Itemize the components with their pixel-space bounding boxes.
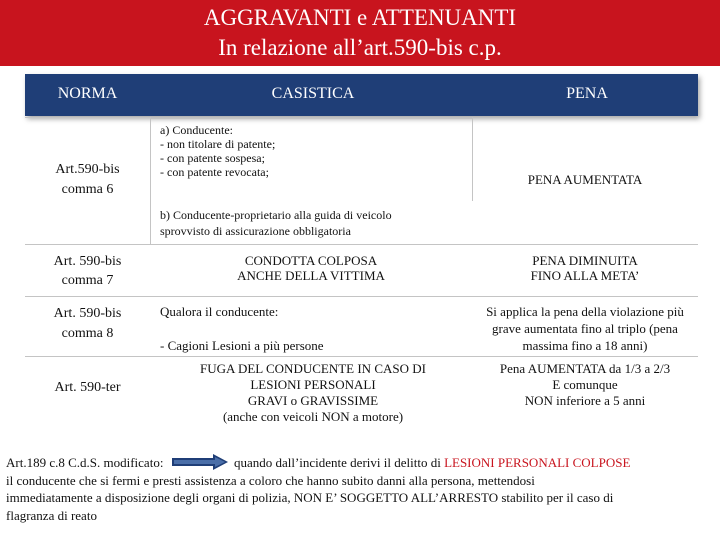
grid-line [25, 244, 698, 245]
footnote-line3: immediatamente a disposizione degli organi di polizia, NON E’ SOGGETTO ALL’ARRESTO stabilito per il caso di [6, 490, 614, 505]
row4-pena-line2: E comunque [552, 377, 618, 392]
table-header [25, 74, 698, 116]
row1-norma-line2: comma 6 [61, 182, 114, 197]
column-header-norma: NORMA [57, 85, 118, 102]
row4-norma: Art. 590-ter [54, 380, 121, 395]
row2-case-line1: CONDOTTA COLPOSA [244, 253, 378, 268]
row1-case-a-item: - con patente revocata; [160, 165, 269, 179]
row2-norma-line1: Art. 590-bis [53, 254, 122, 269]
footnote-line1 [6, 454, 714, 472]
row3-pena-line2: grave aumentata fino al triplo (pena [492, 321, 678, 336]
footnote-line4: flagranza di reato [6, 507, 97, 523]
row1-case-a-item: - non titolare di patente; [160, 137, 276, 151]
grid-line [25, 296, 698, 297]
row2-case [150, 253, 472, 283]
row4-case-line1: FUGA DEL CONDUCENTE IN CASO DI [200, 361, 426, 376]
row4-case-line2: LESIONI PERSONALI [250, 377, 376, 392]
title-line-2: In relazione all’art.590-bis c.p. [218, 35, 502, 60]
row2-pena-line1: PENA DIMINUITA [532, 253, 638, 268]
grid-line [25, 117, 150, 118]
row3-norma-line1: Art. 590-bis [53, 306, 122, 321]
column-header-casistica: CASISTICA [271, 85, 355, 102]
column-header-pena: PENA [566, 85, 608, 102]
title-line-1: AGGRAVANTI e ATTENUANTI [203, 5, 517, 30]
row2-pena-line2: FINO ALLA META’ [530, 268, 640, 283]
title-banner [0, 0, 720, 66]
row2-norma-line2: comma 7 [61, 273, 114, 288]
row3-norma [25, 304, 150, 344]
row4-pena [472, 361, 698, 409]
row4-case-line3: GRAVI o GRAVISSIME [247, 393, 379, 408]
row1-case-b-line1: b) Conducente-proprietario alla guida di veicolo [160, 208, 392, 222]
grid-line [472, 117, 473, 201]
grid-line [150, 117, 151, 244]
row1-norma-line1: Art.590-bis [55, 162, 120, 177]
row3-case-line2: - Cagioni Lesioni a più persone [160, 338, 324, 353]
row4-case [150, 361, 476, 425]
row3-case-line1: Qualora il conducente: [160, 304, 279, 319]
row3-pena [472, 303, 698, 354]
row1-case-b-line2: sprovvisto di assicurazione obbligatoria [160, 224, 351, 238]
footnote-line2: il conducente che si fermi e presti assistenza a coloro che hanno subito danni alla persona, mettendosi [6, 472, 535, 488]
row2-pena [472, 253, 698, 283]
row3-pena-line3: massima fino a 18 anni) [522, 338, 648, 353]
row1-case-a-title: a) Conducente: [160, 123, 233, 137]
row4-pena-line3: NON inferiore a 5 anni [524, 393, 646, 408]
row2-case-line2: ANCHE DELLA VITTIMA [237, 268, 385, 283]
row1-case-a [160, 123, 470, 179]
footnote-highlight: LESIONI PERSONALI COLPOSE [444, 455, 631, 470]
row1-norma [25, 160, 150, 200]
footnote-label: Art.189 c.8 C.d.S. modificato: [6, 455, 164, 470]
row4-pena-line1: Pena AUMENTATA da 1/3 a 2/3 [499, 361, 671, 376]
footnote [6, 454, 714, 524]
grid-line [150, 118, 472, 119]
arrow-right-icon [171, 454, 229, 470]
row2-norma [25, 252, 150, 290]
row1-case-b [160, 207, 480, 239]
footnote-part1: quando dall’incidente derivi il delitto di [233, 455, 441, 470]
row1-pena: PENA AUMENTATA [527, 172, 643, 187]
row1-case-a-item: - con patente sospesa; [160, 151, 265, 165]
row3-pena-line1: Si applica la pena della violazione più [486, 304, 684, 319]
row4-case-line4: (anche con veicoli NON a motore) [222, 409, 404, 424]
row3-norma-line2: comma 8 [61, 326, 114, 341]
grid-line [25, 356, 698, 357]
